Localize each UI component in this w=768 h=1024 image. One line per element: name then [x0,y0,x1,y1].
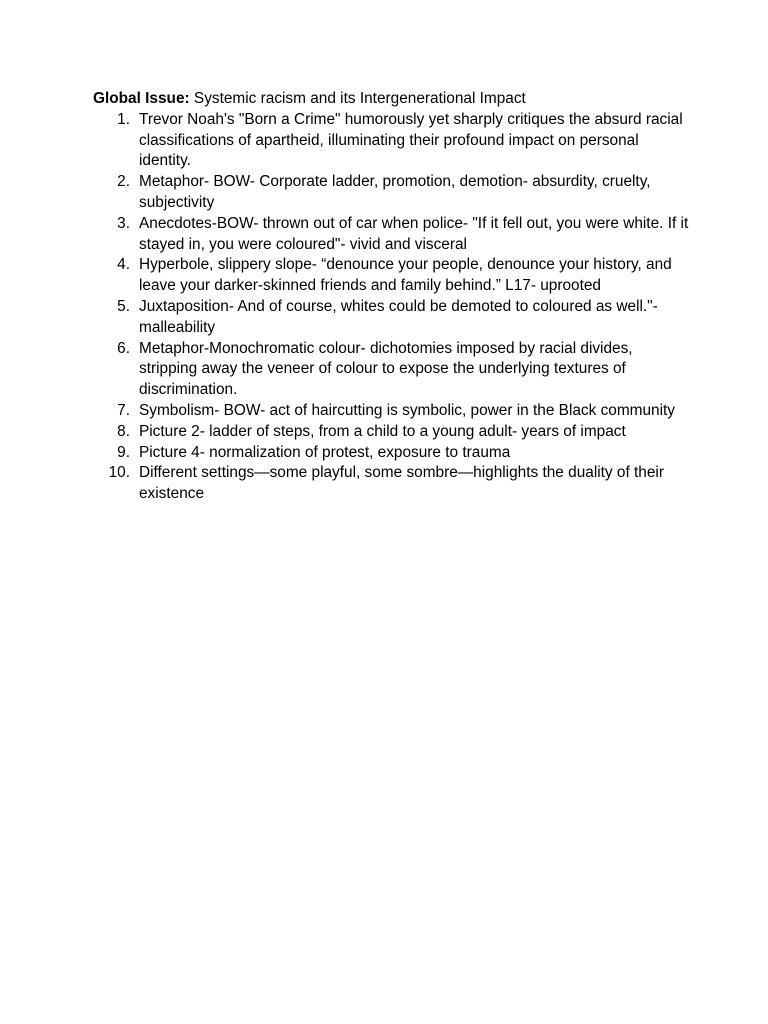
list-item-number: 5. [117,297,130,315]
list-item-text: Metaphor-Monochromatic colour- dichotomies imposed by racial divides, stripping away the veneer of colour to expose the underlying textures of discrimination. [139,339,633,399]
heading [93,89,693,110]
list-item-number: 1. [117,110,130,128]
list-item [93,401,693,422]
list-item-number: 4. [117,256,130,274]
document-page [93,89,693,505]
list-item [93,214,693,256]
list-item-text: Picture 4- normalization of protest, exposure to trauma [139,443,511,461]
list-item-number: 10. [108,464,130,482]
list-item-number: 6. [117,339,130,357]
list-item [93,422,693,443]
list-item-number: 8. [117,422,130,440]
list-item [93,297,693,339]
list-item-text: Metaphor- BOW- Corporate ladder, promotion, demotion- absurdity, cruelty, subjectivity [139,173,651,211]
list-item-number: 2. [117,173,130,191]
list-item [93,463,693,505]
list-item [93,443,693,464]
list-item [93,339,693,401]
list-item-text: Picture 2- ladder of steps, from a child to a young adult- years of impact [139,422,626,440]
numbered-list [93,110,693,505]
heading-text: Systemic racism and its Intergenerational Impact [189,90,526,107]
list-item-text: Hyperbole, slippery slope- “denounce your people, denounce your history, and leave your darker-skinned friends and family behind.” L17- uprooted [139,256,672,295]
list-item [93,110,693,172]
list-item-number: 9. [117,443,130,461]
list-item-number: 7. [117,401,130,419]
list-item-text: Anecdotes-BOW- thrown out of car when police- "If it fell out, you were white. If it stayed in, you were coloured"- vivid and visceral [139,214,689,253]
heading-label: Global Issue: [93,90,190,107]
list-item-number: 3. [117,214,130,232]
list-item-text: Different settings—some playful, some sombre—highlights the duality of their existence [139,464,664,503]
list-item [93,255,693,297]
list-item-text: Juxtaposition- And of course, whites could be demoted to coloured as well."- malleability [139,297,658,336]
list-item-text: Symbolism- BOW- act of haircutting is symbolic, power in the Black community [139,401,675,419]
list-item-text: Trevor Noah's "Born a Crime" humorously yet sharply critiques the absurd racial classifications of apartheid, illuminating their profound impact on personal identity. [139,110,683,170]
list-item [93,172,693,214]
